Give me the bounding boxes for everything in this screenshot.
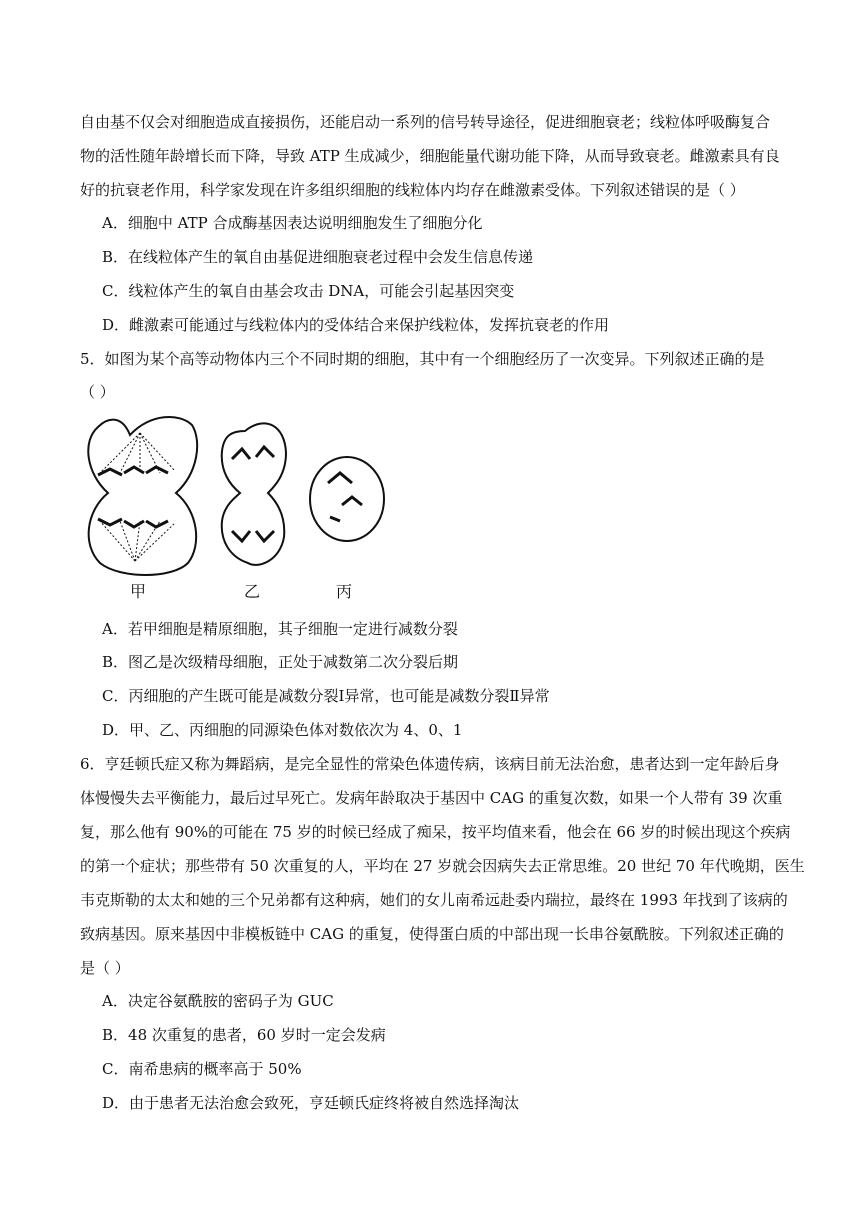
q5-stem-line-1: 5．如图为某个高等动物体内三个不同时期的细胞，其中有一个细胞经历了一次变异。下列叙述正确的是 [80, 350, 765, 368]
q6-stem-line-2: 体慢慢失去平衡能力，最后过早死亡。发病年龄取决于基因中 CAG 的重复次数，如果一个人带有 39 次重 [80, 789, 783, 807]
figure-label-jia: 甲 [130, 582, 147, 601]
cell-diagram [80, 413, 400, 579]
spindle-jia [100, 433, 175, 561]
q6-option-a: A．决定谷氨酰胺的密码子为 GUC [102, 992, 334, 1010]
q4-option-b: B．在线粒体产生的氧自由基促进细胞衰老过程中会发生信息传递 [102, 248, 534, 266]
q6-option-c: C．南希患病的概率高于 50% [102, 1060, 302, 1078]
q5-stem-line-2: （ ） [80, 383, 115, 401]
q6-stem-line-5: 韦克斯勒的太太和她的三个兄弟都有这种病，她们的女儿南希远赴委内瑞拉，最终在 1993 年找到了该病的 [80, 891, 788, 909]
q6-stem-line-7: 是（ ） [80, 959, 130, 977]
chromosomes-bing [328, 473, 362, 521]
cell-division-figure [80, 413, 400, 609]
q4-option-a: A．细胞中 ATP 合成酶基因表达说明细胞发生了细胞分化 [102, 214, 483, 232]
q5-option-d: D．甲、乙、丙细胞的同源染色体对数依次为 4、0、1 [102, 721, 463, 739]
q4-stem-line-1: 自由基不仅会对细胞造成直接损伤，还能启动一系列的信号转导途径，促进细胞衰老；线粒体呼吸酶复合 [80, 113, 771, 131]
q4-stem-line-2: 物的活性随年龄增长而下降，导致 ATP 生成减少，细胞能量代谢功能下降，从而导致衰老。雌激素具有良 [80, 147, 780, 165]
q5-option-b: B．图乙是次级精母细胞，正处于减数第二次分裂后期 [102, 653, 459, 671]
q4-stem-line-3: 好的抗衰老作用，科学家发现在许多组织细胞的线粒体内均存在雌激素受体。下列叙述错误的是（ ） [80, 181, 745, 199]
q6-stem-line-4: 的第一个症状；那些带有 50 次重复的人，平均在 27 岁就会因病失去正常思维。20 世纪 70 年代晚期，医生 [80, 857, 805, 875]
cell-bing-outline [310, 457, 384, 541]
q6-stem-line-3: 复，那么他有 90%的可能在 75 岁的时候已经成了痴呆，按平均值来看，他会在 66 岁的时候出现这个疾病 [80, 823, 791, 841]
q5-option-c: C．丙细胞的产生既可能是减数分裂Ⅰ异常，也可能是减数分裂Ⅱ异常 [102, 687, 550, 705]
q4-option-c: C．线粒体产生的氧自由基会攻击 DNA，可能会引起基因突变 [102, 282, 515, 300]
figure-label-bing: 丙 [336, 582, 353, 601]
q6-option-d: D．由于患者无法治愈会致死，亨廷顿氏症终将被自然选择淘汰 [102, 1094, 520, 1112]
q6-stem-line-6: 致病基因。原来基因中非模板链中 CAG 的重复，使得蛋白质的中部出现一长串谷氨酰胺。下列叙述正确的 [80, 925, 784, 943]
cell-yi-outline [222, 423, 286, 565]
cell-jia-outline [88, 417, 197, 575]
q5-option-a: A．若甲细胞是精原细胞，其子细胞一定进行减数分裂 [102, 620, 458, 638]
figure-label-yi: 乙 [244, 582, 261, 601]
q6-stem-line-1: 6．亨廷顿氏症又称为舞蹈病，是完全显性的常染色体遗传病，该病目前无法治愈，患者达到一定年龄后身 [80, 755, 780, 773]
chromosomes-jia [98, 467, 168, 527]
q4-option-d: D．雌激素可能通过与线粒体内的受体结合来保护线粒体，发挥抗衰老的作用 [102, 316, 610, 334]
q6-option-b: B．48 次重复的患者，60 岁时一定会发病 [102, 1026, 386, 1044]
